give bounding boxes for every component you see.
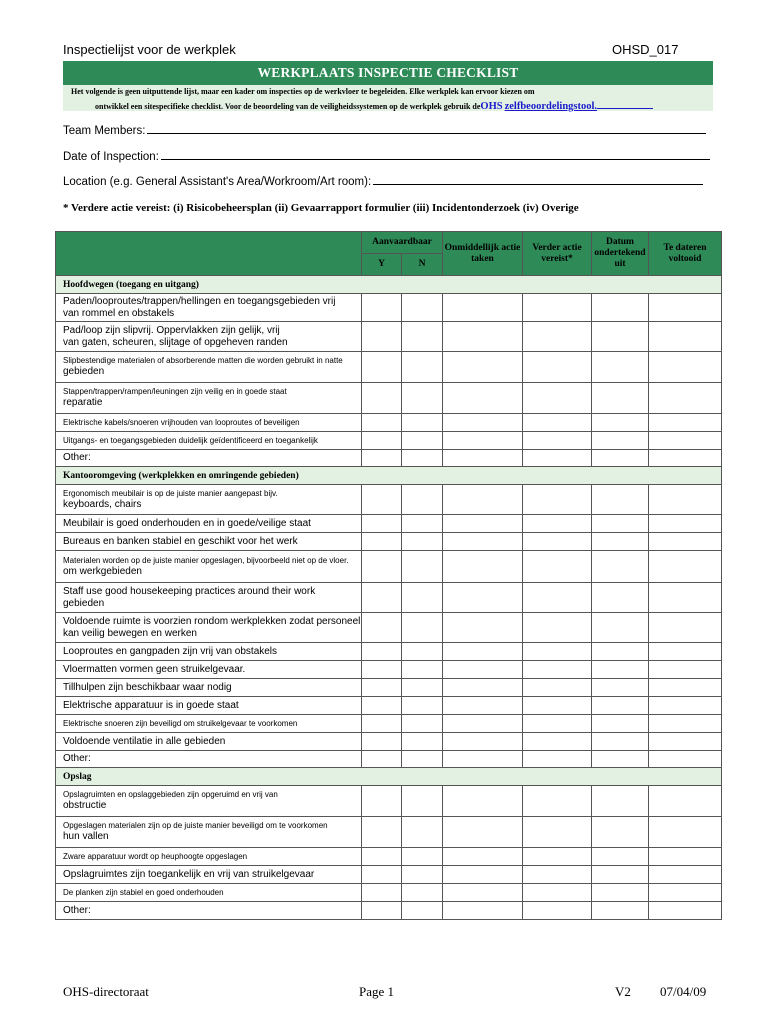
item-text: Elektrische snoeren zijn beveiligd om struikelgevaar te voorkomen	[63, 718, 298, 728]
item-text-continued: hun vallen	[63, 831, 109, 842]
checklist-item	[56, 866, 362, 884]
checklist-item	[56, 715, 362, 733]
footer-date: 07/04/09	[660, 984, 707, 999]
checklist-item	[56, 352, 362, 383]
item-text: Pad/loop zijn slipvrij. Oppervlakken zijn gelijk, vrij	[63, 324, 280, 336]
immediate-action-cell[interactable]	[443, 613, 523, 643]
no-cell[interactable]	[402, 322, 443, 352]
yes-header: Y	[362, 254, 402, 276]
item-text: Ergonomisch meubilair is op de juiste manier aangepast bijv.	[63, 488, 278, 498]
further-action-header: Verder actie vereist*	[523, 232, 592, 276]
checklist-item	[56, 533, 362, 551]
checklist-item	[56, 848, 362, 866]
no-cell[interactable]	[402, 533, 443, 551]
item-text-continued: reparatie	[63, 397, 103, 408]
immediate-action-cell[interactable]	[443, 515, 523, 533]
link-underline	[597, 99, 653, 109]
immediate-action-cell[interactable]	[443, 294, 523, 322]
checklist-row	[56, 485, 722, 515]
no-cell[interactable]	[402, 383, 443, 414]
item-text-continued: van rommel en obstakels	[63, 307, 175, 319]
date-completed-cell[interactable]	[649, 884, 722, 902]
item-text-continued: kan veilig bewegen en werken	[63, 627, 197, 639]
date-completed-cell[interactable]	[649, 551, 722, 583]
checklist-row	[56, 866, 722, 884]
item-text-continued: keyboards, chairs	[63, 498, 142, 510]
date-completed-cell[interactable]	[649, 583, 722, 613]
date-completed-cell[interactable]	[649, 848, 722, 866]
section-row	[56, 768, 722, 786]
date-completed-cell[interactable]	[649, 515, 722, 533]
date-signed-cell[interactable]	[592, 679, 649, 697]
no-cell[interactable]	[402, 884, 443, 902]
checklist-row	[56, 661, 722, 679]
immediate-action-cell[interactable]	[443, 551, 523, 583]
checklist-item	[56, 515, 362, 533]
date-signed-cell[interactable]	[592, 697, 649, 715]
checklist-item	[56, 733, 362, 751]
checklist-item	[56, 450, 362, 467]
date-signed-cell[interactable]	[592, 583, 649, 613]
checklist-row	[56, 432, 722, 450]
date-signed-cell[interactable]	[592, 715, 649, 733]
item-text: Looproutes en gangpaden zijn vrij van obstakels	[63, 645, 278, 657]
yes-cell[interactable]	[362, 432, 402, 450]
item-text-continued: gebieden	[63, 366, 105, 377]
date-signed-cell[interactable]	[592, 817, 649, 848]
item-text: Bureaus en banken stabiel en geschikt voor het werk	[63, 535, 298, 547]
date-completed-header: Te dateren voltooid	[649, 232, 722, 276]
yes-cell[interactable]	[362, 533, 402, 551]
further-action-cell[interactable]	[523, 817, 592, 848]
checklist-row	[56, 383, 722, 414]
date-completed-cell[interactable]	[649, 294, 722, 322]
further-action-cell[interactable]	[523, 551, 592, 583]
no-cell[interactable]	[402, 294, 443, 322]
immediate-action-cell[interactable]	[443, 679, 523, 697]
yes-cell[interactable]	[362, 884, 402, 902]
immediate-action-cell[interactable]	[443, 866, 523, 884]
section-row	[56, 467, 722, 485]
checklist-item	[56, 583, 362, 613]
ohs-label: OHS	[480, 101, 503, 112]
item-text: Elektrische kabels/snoeren vrijhouden van looproutes of beveiligen	[63, 417, 300, 427]
team-members-field[interactable]	[63, 123, 706, 137]
immediate-action-cell[interactable]	[443, 414, 523, 432]
date-completed-cell[interactable]	[649, 383, 722, 414]
immediate-action-cell[interactable]	[443, 751, 523, 768]
item-text: Uitgangs- en toegangsgebieden duidelijk geïdentificeerd en toegankelijk	[63, 435, 318, 445]
immediate-action-cell[interactable]	[443, 485, 523, 515]
immediate-action-cell[interactable]	[443, 661, 523, 679]
item-text: Paden/looproutes/trappen/hellingen en toegangsgebieden vrij	[63, 295, 336, 307]
yes-cell[interactable]	[362, 733, 402, 751]
immediate-action-cell[interactable]	[443, 450, 523, 467]
section-title: Opslag	[56, 768, 722, 786]
no-cell[interactable]	[402, 715, 443, 733]
date-signed-cell[interactable]	[592, 414, 649, 432]
date-completed-cell[interactable]	[649, 902, 722, 920]
checklist-item	[56, 551, 362, 583]
further-action-cell[interactable]	[523, 751, 592, 768]
item-text-continued: gebieden	[63, 597, 105, 609]
no-cell[interactable]	[402, 661, 443, 679]
date-completed-cell[interactable]	[649, 450, 722, 467]
date-of-inspection-field[interactable]	[63, 149, 710, 163]
further-action-cell[interactable]	[523, 715, 592, 733]
further-action-cell[interactable]	[523, 383, 592, 414]
checklist-item	[56, 817, 362, 848]
checklist-item	[56, 383, 362, 414]
inspection-table	[55, 231, 722, 920]
checklist-row	[56, 533, 722, 551]
no-cell[interactable]	[402, 902, 443, 920]
item-text: Voldoende ventilatie in alle gebieden	[63, 735, 226, 747]
yes-cell[interactable]	[362, 715, 402, 733]
date-of-inspection-line[interactable]	[161, 149, 710, 160]
item-text: De planken zijn stabiel en goed onderhouden	[63, 887, 224, 897]
immediate-action-cell[interactable]	[443, 733, 523, 751]
further-action-cell[interactable]	[523, 679, 592, 697]
yes-cell[interactable]	[362, 866, 402, 884]
yes-cell[interactable]	[362, 613, 402, 643]
item-text: Vloermatten vormen geen struikelgevaar.	[63, 663, 246, 675]
immediate-action-cell[interactable]	[443, 715, 523, 733]
yes-cell[interactable]	[362, 383, 402, 414]
location-line[interactable]	[373, 174, 703, 185]
yes-cell[interactable]	[362, 583, 402, 613]
no-cell[interactable]	[402, 817, 443, 848]
yes-cell[interactable]	[362, 848, 402, 866]
date-signed-cell[interactable]	[592, 848, 649, 866]
item-text: Opslagruimtes zijn toegankelijk en vrij van struikelgevaar	[63, 868, 315, 880]
no-cell[interactable]	[402, 679, 443, 697]
location-label: Location (e.g. General Assistant's Area/Workroom/Art room):	[63, 176, 372, 188]
no-cell[interactable]	[402, 515, 443, 533]
checklist-item	[56, 679, 362, 697]
date-completed-cell[interactable]	[649, 751, 722, 768]
immediate-action-cell[interactable]	[443, 383, 523, 414]
checklist-row	[56, 450, 722, 467]
checklist-row	[56, 515, 722, 533]
checklist-row	[56, 352, 722, 383]
date-signed-cell[interactable]	[592, 485, 649, 515]
date-completed-cell[interactable]	[649, 352, 722, 383]
no-header: N	[402, 254, 443, 276]
further-action-cell[interactable]	[523, 414, 592, 432]
no-cell[interactable]	[402, 450, 443, 467]
immediate-action-cell[interactable]	[443, 583, 523, 613]
date-signed-cell[interactable]	[592, 294, 649, 322]
further-action-cell[interactable]	[523, 322, 592, 352]
further-action-cell[interactable]	[523, 583, 592, 613]
further-action-cell[interactable]	[523, 613, 592, 643]
date-signed-off-header: Datum ondertekend uit	[592, 232, 649, 276]
further-action-cell[interactable]	[523, 485, 592, 515]
yes-cell[interactable]	[362, 322, 402, 352]
no-cell[interactable]	[402, 697, 443, 715]
date-signed-cell[interactable]	[592, 884, 649, 902]
yes-cell[interactable]	[362, 902, 402, 920]
checklist-item	[56, 884, 362, 902]
date-signed-cell[interactable]	[592, 515, 649, 533]
item-text-continued: obstructie	[63, 800, 107, 811]
further-action-cell[interactable]	[523, 733, 592, 751]
date-of-inspection-label: Date of Inspection:	[63, 151, 159, 163]
intro-line-2	[95, 99, 653, 112]
immediate-action-header: Onmiddellijk actie taken	[443, 232, 523, 276]
checklist-item	[56, 322, 362, 352]
no-cell[interactable]	[402, 485, 443, 515]
further-action-cell[interactable]	[523, 786, 592, 817]
further-action-cell[interactable]	[523, 450, 592, 467]
checklist-row	[56, 733, 722, 751]
item-text: Tillhulpen zijn beschikbaar waar nodig	[63, 681, 232, 693]
checklist-row	[56, 715, 722, 733]
further-action-cell[interactable]	[523, 643, 592, 661]
no-cell[interactable]	[402, 643, 443, 661]
date-completed-cell[interactable]	[649, 613, 722, 643]
date-completed-cell[interactable]	[649, 715, 722, 733]
further-action-cell[interactable]	[523, 515, 592, 533]
yes-cell[interactable]	[362, 679, 402, 697]
date-completed-cell[interactable]	[649, 733, 722, 751]
item-text: Meubilair is goed onderhouden en in goede/veilige staat	[63, 517, 311, 529]
checklist-row	[56, 414, 722, 432]
footer-page: Page 1	[359, 984, 395, 999]
checklist-row	[56, 551, 722, 583]
location-field[interactable]	[63, 174, 703, 188]
no-cell[interactable]	[402, 866, 443, 884]
checklist-row	[56, 697, 722, 715]
date-completed-cell[interactable]	[649, 679, 722, 697]
checklist-item	[56, 751, 362, 768]
team-members-line[interactable]	[147, 123, 706, 134]
yes-cell[interactable]	[362, 294, 402, 322]
date-signed-cell[interactable]	[592, 450, 649, 467]
immediate-action-cell[interactable]	[443, 786, 523, 817]
no-cell[interactable]	[402, 414, 443, 432]
date-completed-cell[interactable]	[649, 432, 722, 450]
checklist-item	[56, 786, 362, 817]
date-signed-cell[interactable]	[592, 661, 649, 679]
item-text: Other:	[63, 904, 91, 916]
checklist-item	[56, 294, 362, 322]
further-action-cell[interactable]	[523, 866, 592, 884]
section-row	[56, 276, 722, 294]
yes-cell[interactable]	[362, 450, 402, 467]
yes-cell[interactable]	[362, 697, 402, 715]
checklist-row	[56, 294, 722, 322]
section-title: Kantooromgeving (werkplekken en omringende gebieden)	[56, 467, 722, 485]
date-signed-cell[interactable]	[592, 733, 649, 751]
intro-box	[63, 85, 713, 111]
further-action-note: * Verdere actie vereist: (i) Risicobeheersplan (ii) Gevaarrapport formulier (iii) Incidentonderzoek (iv) Overige	[63, 202, 579, 214]
checklist-item	[56, 661, 362, 679]
checklist-row	[56, 884, 722, 902]
further-action-cell[interactable]	[523, 661, 592, 679]
footer-directorate: OHS-directoraat	[63, 984, 149, 999]
item-text: Staff use good housekeeping practices around their work	[63, 585, 316, 597]
date-signed-cell[interactable]	[592, 551, 649, 583]
date-signed-cell[interactable]	[592, 432, 649, 450]
item-text: Stappen/trappen/rampen/leuningen zijn veilig en in goede staat	[63, 387, 287, 396]
item-text: Slipbestendige materialen of absorberende matten die worden gebruikt in natte	[63, 356, 343, 365]
yes-cell[interactable]	[362, 661, 402, 679]
checklist-item	[56, 643, 362, 661]
date-signed-cell[interactable]	[592, 533, 649, 551]
date-signed-cell[interactable]	[592, 786, 649, 817]
yes-cell[interactable]	[362, 817, 402, 848]
immediate-action-cell[interactable]	[443, 884, 523, 902]
checklist-row	[56, 902, 722, 920]
acceptable-header: Aanvaardbaar	[362, 232, 443, 254]
self-assessment-link[interactable]: zelfbeoordelingstool.	[504, 101, 598, 112]
item-text: Opslagruimten en opslaggebieden zijn opgeruimd en vrij van	[63, 790, 278, 799]
no-cell[interactable]	[402, 751, 443, 768]
item-text: Voldoende ruimte is voorzien rondom werkplekken zodat personeel	[63, 615, 361, 627]
checklist-row	[56, 322, 722, 352]
item-text: Zware apparatuur wordt op heuphoogte opgeslagen	[63, 851, 248, 861]
no-cell[interactable]	[402, 786, 443, 817]
yes-cell[interactable]	[362, 414, 402, 432]
item-text: Opgeslagen materialen zijn op de juiste manier beveiligd om te voorkomen	[63, 821, 328, 830]
immediate-action-cell[interactable]	[443, 848, 523, 866]
no-cell[interactable]	[402, 432, 443, 450]
footer-version: V2	[615, 984, 631, 999]
further-action-cell[interactable]	[523, 432, 592, 450]
date-signed-cell[interactable]	[592, 383, 649, 414]
date-signed-cell[interactable]	[592, 902, 649, 920]
date-completed-cell[interactable]	[649, 643, 722, 661]
date-completed-cell[interactable]	[649, 786, 722, 817]
checklist-row	[56, 751, 722, 768]
checklist-row	[56, 613, 722, 643]
section-title: Hoofdwegen (toegang en uitgang)	[56, 276, 722, 294]
further-action-cell[interactable]	[523, 533, 592, 551]
no-cell[interactable]	[402, 848, 443, 866]
no-cell[interactable]	[402, 583, 443, 613]
document-title: Inspectielijst voor de werkplek	[63, 42, 236, 57]
date-completed-cell[interactable]	[649, 697, 722, 715]
checklist-row	[56, 817, 722, 848]
document-code: OHSD_017	[612, 42, 679, 57]
checklist-item	[56, 697, 362, 715]
item-text: Elektrische apparatuur is in goede staat	[63, 699, 239, 711]
immediate-action-cell[interactable]	[443, 533, 523, 551]
immediate-action-cell[interactable]	[443, 432, 523, 450]
checklist-item	[56, 485, 362, 515]
immediate-action-cell[interactable]	[443, 322, 523, 352]
checklist-row	[56, 679, 722, 697]
no-cell[interactable]	[402, 551, 443, 583]
date-signed-cell[interactable]	[592, 751, 649, 768]
date-completed-cell[interactable]	[649, 533, 722, 551]
intro-line-2-text: ontwikkel een sitespecifieke checklist. Voor de beoordeling van de veiligheidssystemen op de werkplek gebruik de	[95, 102, 481, 111]
date-completed-cell[interactable]	[649, 661, 722, 679]
checklist-item	[56, 902, 362, 920]
yes-cell[interactable]	[362, 485, 402, 515]
yes-cell[interactable]	[362, 551, 402, 583]
immediate-action-cell[interactable]	[443, 643, 523, 661]
item-header	[56, 232, 362, 276]
no-cell[interactable]	[402, 733, 443, 751]
team-members-label: Team Members:	[63, 125, 146, 137]
immediate-action-cell[interactable]	[443, 697, 523, 715]
no-cell[interactable]	[402, 352, 443, 383]
date-completed-cell[interactable]	[649, 817, 722, 848]
immediate-action-cell[interactable]	[443, 902, 523, 920]
date-signed-cell[interactable]	[592, 613, 649, 643]
further-action-cell[interactable]	[523, 884, 592, 902]
yes-cell[interactable]	[362, 352, 402, 383]
date-signed-cell[interactable]	[592, 352, 649, 383]
immediate-action-cell[interactable]	[443, 352, 523, 383]
checklist-row	[56, 583, 722, 613]
checklist-row	[56, 848, 722, 866]
yes-cell[interactable]	[362, 643, 402, 661]
date-completed-cell[interactable]	[649, 485, 722, 515]
date-signed-cell[interactable]	[592, 866, 649, 884]
further-action-cell[interactable]	[523, 848, 592, 866]
item-text-continued: om werkgebieden	[63, 565, 142, 577]
checklist-item	[56, 613, 362, 643]
item-text: Other:	[63, 753, 91, 764]
checklist-row	[56, 643, 722, 661]
further-action-cell[interactable]	[523, 697, 592, 715]
item-text-continued: van gaten, scheuren, slijtage of opgeheven randen	[63, 336, 288, 348]
item-text: Other:	[63, 452, 91, 463]
date-signed-cell[interactable]	[592, 322, 649, 352]
date-signed-cell[interactable]	[592, 643, 649, 661]
yes-cell[interactable]	[362, 515, 402, 533]
date-completed-cell[interactable]	[649, 866, 722, 884]
immediate-action-cell[interactable]	[443, 817, 523, 848]
date-completed-cell[interactable]	[649, 414, 722, 432]
yes-cell[interactable]	[362, 786, 402, 817]
checklist-item	[56, 432, 362, 450]
yes-cell[interactable]	[362, 751, 402, 768]
checklist-row	[56, 786, 722, 817]
no-cell[interactable]	[402, 613, 443, 643]
further-action-cell[interactable]	[523, 902, 592, 920]
further-action-cell[interactable]	[523, 352, 592, 383]
date-completed-cell[interactable]	[649, 322, 722, 352]
intro-line-1: Het volgende is geen uitputtende lijst, maar een kader om inspecties op de werkvloer te begeleiden. Elke werkplek kan ervoor kiezen om	[71, 87, 535, 96]
further-action-cell[interactable]	[523, 294, 592, 322]
item-text: Materialen worden op de juiste manier opgeslagen, bijvoorbeeld niet op de vloer.	[63, 555, 349, 565]
checklist-body	[56, 276, 722, 920]
checklist-item	[56, 414, 362, 432]
checklist-banner: WERKPLAATS INSPECTIE CHECKLIST	[63, 61, 713, 85]
